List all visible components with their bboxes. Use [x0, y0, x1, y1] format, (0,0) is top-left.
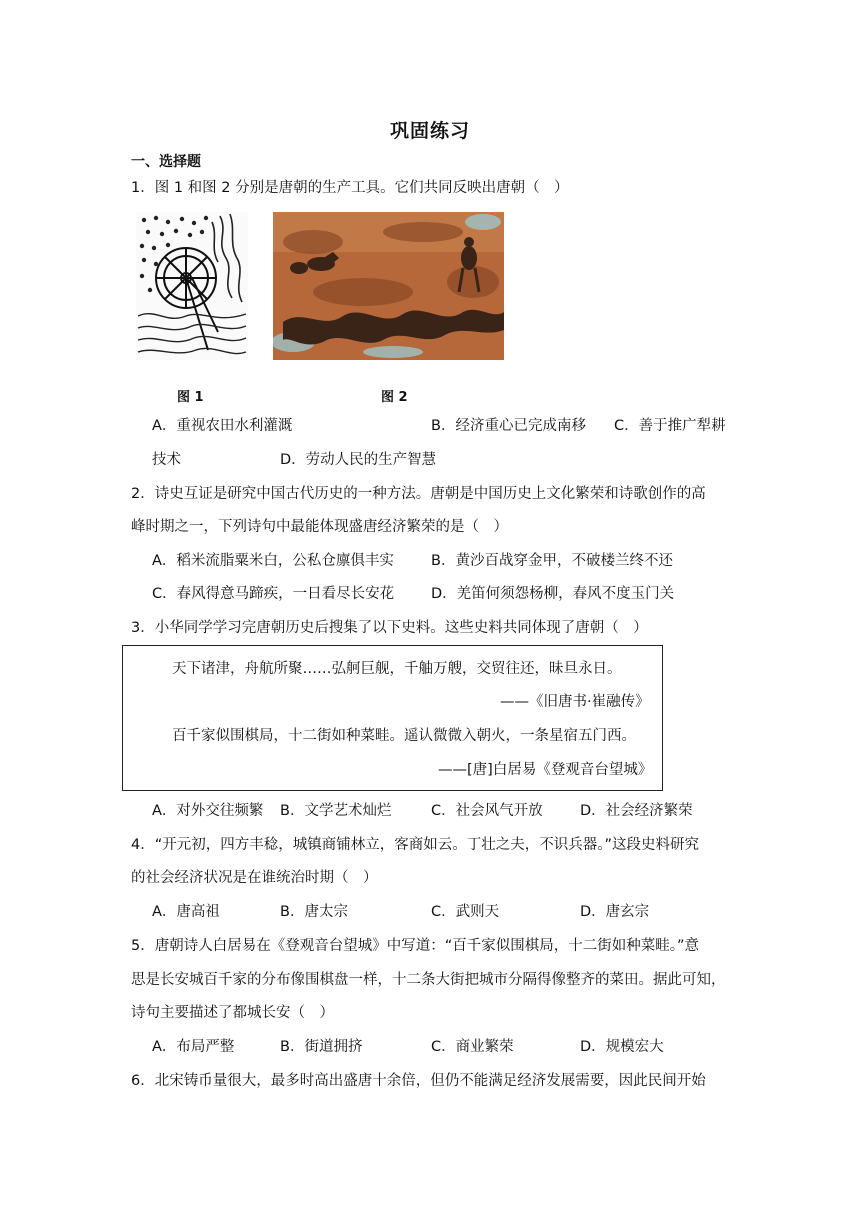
q3-stem: 3．小华同学学习完唐朝历史后搜集了以下史料。这些史料共同体现了唐朝（ ）	[131, 620, 648, 636]
q4-option-b[interactable]: B．唐太宗	[280, 904, 348, 920]
waterwheel-figure	[136, 212, 248, 360]
q1-option-c-continued: 技术	[152, 452, 181, 468]
q4-option-d[interactable]: D．唐玄宗	[580, 904, 650, 920]
q2-stem-line1: 2．诗史互证是研究中国古代历史的一种方法。唐朝是中国历史上文化繁荣和诗歌创作的高	[131, 486, 706, 502]
q6-stem-line1: 6．北宋铸币量很大，最多时高出盛唐十余倍，但仍不能满足经济发展需要，因此民间开始	[131, 1073, 706, 1089]
q1-stem: 1．图 1 和图 2 分别是唐朝的生产工具。它们共同反映出唐朝（ ）	[131, 180, 569, 196]
q5-option-c[interactable]: C．商业繁荣	[431, 1039, 514, 1055]
q1-option-d[interactable]: D．劳动人民的生产智慧	[280, 452, 437, 468]
section-heading: 一、选择题	[131, 154, 201, 170]
q1-option-b[interactable]: B．经济重心已完成南移	[431, 418, 586, 434]
q4-stem-line1: 4．“开元初，四方丰稔，城镇商铺林立，客商如云。丁壮之夫，不识兵器。”这段史料研究	[131, 837, 699, 853]
mural-figure	[273, 212, 504, 360]
q5-stem-line1: 5．唐朝诗人白居易在《登观音台望城》中写道：“百千家似围棋局，十二街如种菜畦。”意	[131, 938, 699, 954]
q3-option-a[interactable]: A．对外交往频繁	[152, 803, 264, 819]
page-title: 巩固练习	[389, 120, 470, 142]
q2-option-b[interactable]: B．黄沙百战穿金甲，不破楼兰终不还	[431, 553, 673, 569]
q4-option-a[interactable]: A．唐高祖	[152, 904, 220, 920]
q4-stem-line2: 的社会经济状况是在谁统治时期（ ）	[131, 870, 378, 886]
q5-stem-line3: 诗句主要描述了都城长安（ ）	[131, 1005, 334, 1021]
q3-option-b[interactable]: B．文学艺术灿烂	[280, 803, 392, 819]
q5-option-b[interactable]: B．街道拥挤	[280, 1039, 363, 1055]
q2-option-a[interactable]: A．稻米流脂粟米白，公私仓廪俱丰实	[152, 553, 394, 569]
q3-option-d[interactable]: D．社会经济繁荣	[580, 803, 693, 819]
q5-option-a[interactable]: A．布局严整	[152, 1039, 235, 1055]
q1-option-c[interactable]: C．善于推广犁耕	[614, 418, 726, 434]
q4-option-c[interactable]: C．武则天	[431, 904, 500, 920]
q3-option-c[interactable]: C．社会风气开放	[431, 803, 543, 819]
q2-option-d[interactable]: D．羌笛何须怨杨柳，春风不度玉门关	[431, 586, 675, 602]
q3-quote-1: 天下诸津，舟航所聚……弘舸巨舰，千舳万艘，交贸往还，昧旦永日。	[172, 661, 622, 677]
q3-quote-2: 百千家似围棋局，十二街如种菜畦。遥认微微入朝火，一条星宿五门西。	[172, 728, 636, 744]
figure-1-caption: 图 1	[177, 390, 204, 405]
q2-option-c[interactable]: C．春风得意马蹄疾，一日看尽长安花	[152, 586, 395, 602]
q3-source-1: ——《旧唐书·崔融传》	[500, 694, 650, 710]
q5-stem-line2: 思是长安城百千家的分布像围棋盘一样，十二条大街把城市分隔得像整齐的菜田。据此可知，	[131, 972, 726, 988]
q1-option-a[interactable]: A．重视农田水利灌溉	[152, 418, 293, 434]
figure-2-caption: 图 2	[381, 390, 408, 405]
q3-source-2: ——[唐]白居易《登观音台望城》	[438, 762, 653, 778]
q5-option-d[interactable]: D．规模宏大	[580, 1039, 664, 1055]
q2-stem-line2: 峰时期之一，下列诗句中最能体现盛唐经济繁荣的是（ ）	[131, 519, 508, 535]
